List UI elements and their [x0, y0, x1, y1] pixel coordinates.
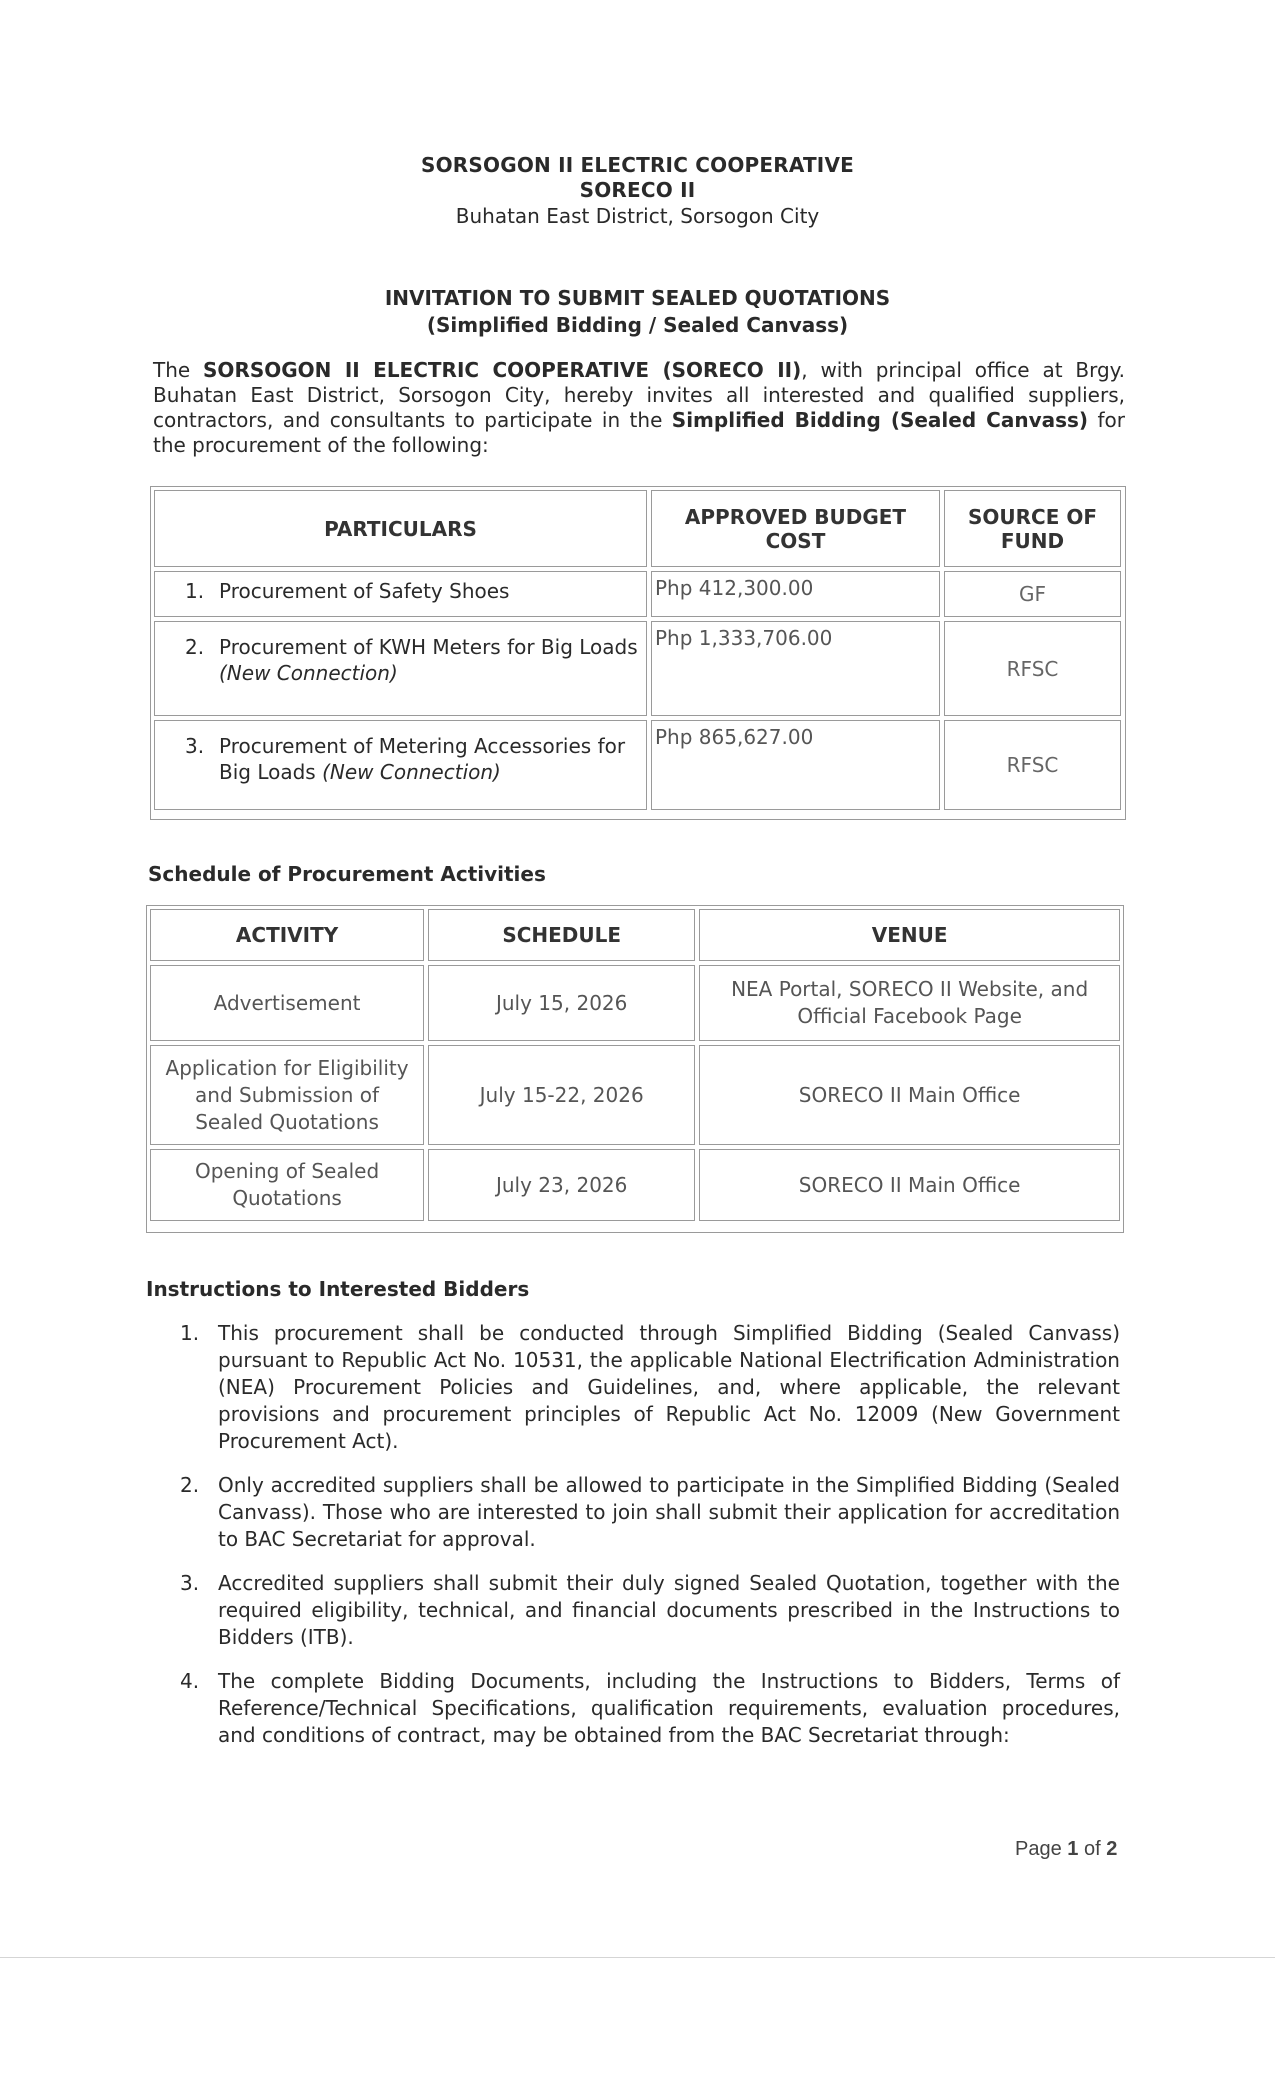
- venue-cell: SORECO II Main Office: [699, 1045, 1120, 1145]
- intro-text-2: , with principal office at Brgy. Buhatan East District, Sorsogon City, hereby invites all interested and qualified suppliers, contractors, and consultants to participate in the: [153, 358, 1126, 432]
- intro-paragraph: [153, 358, 1125, 458]
- budget-cell: Php 1,333,706.00: [651, 621, 940, 716]
- item-number: 4.: [180, 1669, 200, 1693]
- intro-text-1: The: [153, 358, 204, 382]
- table-row: [154, 621, 1121, 716]
- fund-cell: RFSC: [944, 621, 1121, 716]
- page-number: [1015, 1838, 1117, 1861]
- current-page: 1: [1067, 1838, 1079, 1860]
- schedule-table: [146, 905, 1124, 1225]
- of-word: of: [1083, 1838, 1101, 1860]
- total-pages: 2: [1106, 1838, 1118, 1860]
- header-fund: SOURCE OF FUND: [944, 490, 1121, 567]
- particular-cell: [154, 621, 647, 716]
- instructions-heading: Instructions to Interested Bidders: [146, 1277, 530, 1301]
- header-venue: VENUE: [699, 909, 1120, 961]
- particular-cell: [154, 571, 647, 617]
- list-item: [180, 1570, 1120, 1651]
- header-schedule: SCHEDULE: [428, 909, 695, 961]
- table-row: [154, 571, 1121, 617]
- particular-note: (New Connection): [322, 760, 501, 784]
- fund-cell: GF: [944, 571, 1121, 617]
- row-number: 2.: [185, 635, 205, 659]
- table-row: [154, 720, 1121, 810]
- particular-text: Procurement of Metering Accessories for Big Loads: [219, 734, 626, 784]
- activity-cell: Opening of Sealed Quotations: [150, 1149, 424, 1221]
- list-item: [180, 1668, 1120, 1749]
- schedule-cell: July 15-22, 2026: [428, 1045, 695, 1145]
- page-word: Page: [1015, 1838, 1062, 1860]
- intro-text-3: for the procurement of the following:: [153, 408, 1125, 457]
- item-number: 2.: [180, 1473, 200, 1497]
- item-text: Accredited suppliers shall submit their duly signed Sealed Quotation, together with the required eligibility, technical, and financial documents prescribed in the Instructions to Bidders (ITB).: [218, 1571, 1120, 1649]
- fund-cell: RFSC: [944, 720, 1121, 810]
- list-item: [180, 1320, 1120, 1455]
- budget-cell: Php 412,300.00: [651, 571, 940, 617]
- item-text: This procurement shall be conducted through Simplified Bidding (Sealed Canvass) pursuant to Republic Act No. 10531, the applicable National Electrification Administration (NEA) Procurement Policies and Guidelines, and, where applicable, the relevant provisions and procurement principles of Republic Act No. 12009 (New Government Procurement Act).: [218, 1321, 1120, 1453]
- org-short-name: SORECO II: [579, 178, 696, 202]
- header-budget: APPROVED BUDGET COST: [651, 490, 940, 567]
- title-line-2: (Simplified Bidding / Sealed Canvass): [426, 313, 849, 337]
- intro-bold-1: SORSOGON II ELECTRIC COOPERATIVE (SORECO II): [203, 358, 802, 382]
- intro-bold-2: Simplified Bidding (Sealed Canvass): [671, 408, 1089, 432]
- item-text: Only accredited suppliers shall be allowed to participate in the Simplified Bidding (Sealed Canvass). Those who are interested to join shall submit their application for accreditation to BAC Secretariat for approval.: [218, 1473, 1120, 1551]
- org-address: Buhatan East District, Sorsogon City: [455, 204, 820, 228]
- letterhead: [0, 153, 1275, 230]
- table-row: [150, 1045, 1120, 1145]
- particular-text: Procurement of KWH Meters for Big Loads: [219, 635, 638, 659]
- document-title: [0, 285, 1275, 339]
- item-text: The complete Bidding Documents, including the Instructions to Bidders, Terms of Reference/Technical Specifications, qualification requirements, evaluation procedures, and conditions of contract, may be obtained from the BAC Secretariat through:: [218, 1669, 1120, 1747]
- row-number: 1.: [185, 579, 205, 603]
- header-particulars: PARTICULARS: [154, 490, 647, 567]
- org-name: SORSOGON II ELECTRIC COOPERATIVE: [420, 153, 854, 177]
- schedule-cell: July 23, 2026: [428, 1149, 695, 1221]
- item-number: 3.: [180, 1571, 200, 1595]
- activity-cell: Application for Eligibility and Submission of Sealed Quotations: [150, 1045, 424, 1145]
- bottom-divider: [0, 1957, 1275, 1958]
- venue-cell: SORECO II Main Office: [699, 1149, 1120, 1221]
- venue-cell: NEA Portal, SORECO II Website, and Official Facebook Page: [699, 965, 1120, 1041]
- procurement-table: [150, 486, 1125, 814]
- item-number: 1.: [180, 1321, 200, 1345]
- particular-note: (New Connection): [219, 661, 398, 685]
- schedule-cell: July 15, 2026: [428, 965, 695, 1041]
- list-item: [180, 1472, 1120, 1553]
- particular-cell: [154, 720, 647, 810]
- header-activity: ACTIVITY: [150, 909, 424, 961]
- budget-cell: Php 865,627.00: [651, 720, 940, 810]
- table-row: [150, 965, 1120, 1041]
- table-row: [150, 1149, 1120, 1221]
- instructions-list: [180, 1320, 1120, 1766]
- title-line-1: INVITATION TO SUBMIT SEALED QUOTATIONS: [384, 286, 891, 310]
- activity-cell: Advertisement: [150, 965, 424, 1041]
- row-number: 3.: [185, 734, 205, 758]
- schedule-heading: Schedule of Procurement Activities: [148, 862, 546, 886]
- particular-text: Procurement of Safety Shoes: [219, 579, 510, 603]
